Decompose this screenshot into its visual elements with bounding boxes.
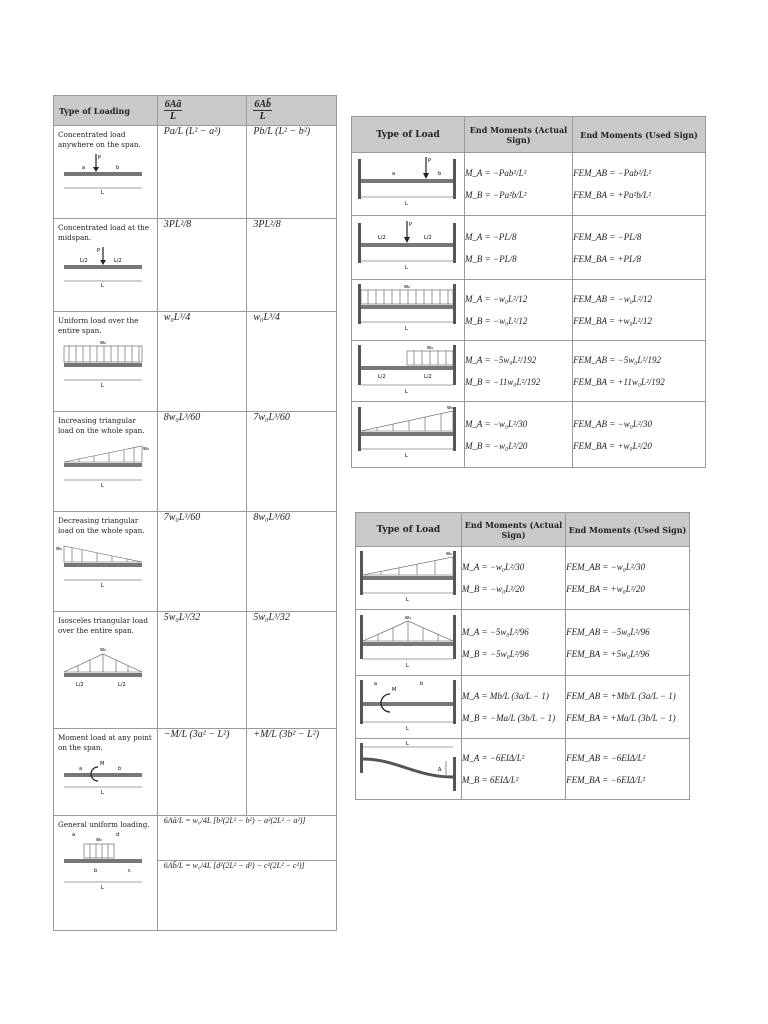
- svg-text:M: M: [100, 761, 105, 767]
- fem-ba-equation: FEM_BA = +Pa²b/L²: [573, 190, 651, 200]
- fem-ab-equation: FEM_AB = −5w₀L²/96: [566, 626, 650, 637]
- svg-text:w₀: w₀: [96, 837, 103, 843]
- header-used-sign: End Moments (Used Sign): [566, 513, 690, 547]
- fixed-beam-isosceles-triangle-diagram: [356, 611, 460, 671]
- svg-text:L/2: L/2: [424, 234, 432, 241]
- fixed-beam-triangular-load-diagram: [352, 403, 462, 463]
- header-type-of-load: Type of Load: [356, 513, 462, 547]
- svg-text:w₀: w₀: [447, 404, 454, 411]
- loading-table: [53, 95, 337, 931]
- table-row: [54, 312, 337, 412]
- row-value-col2: 3PL²/8: [163, 219, 192, 230]
- fem-ab-equation: FEM_AB = −w₀L²/12: [573, 294, 653, 304]
- svg-text:a: a: [72, 832, 76, 838]
- table-row: [352, 153, 706, 216]
- svg-text:w₀: w₀: [404, 284, 411, 290]
- row-value-col2: 7w₀L³/60: [163, 512, 201, 523]
- svg-text:b: b: [420, 681, 424, 687]
- svg-text:L/2: L/2: [118, 682, 126, 688]
- table-row: [356, 610, 690, 676]
- svg-text:w₀: w₀: [405, 614, 412, 621]
- mb-equation: M_B = −PL/8: [464, 253, 517, 264]
- mb-equation: M_B = −w₀L²/12: [464, 316, 528, 326]
- header-col2: $\frac{6Aā}{L}$: [157, 96, 247, 126]
- svg-text:L: L: [405, 452, 408, 459]
- svg-text:L/2: L/2: [80, 258, 88, 264]
- fem-ab-equation: FEM_AB = −Pab²/L²: [573, 168, 652, 178]
- fem-ba-equation: FEM_BA = +Ma/L (3b/L − 1): [566, 713, 676, 723]
- row-value-col2: w₀L³/4: [163, 312, 191, 323]
- fixed-beam-decreasing-triangle-diagram: [356, 547, 460, 605]
- svg-text:a: a: [82, 165, 86, 171]
- mb-equation: M_B = −Pa²b/L²: [464, 190, 527, 200]
- fem-table-2: [355, 512, 690, 800]
- fixed-beam-midspan-load-diagram: [352, 217, 462, 275]
- row-description: Decreasing triangular load on the whole span.: [58, 516, 145, 535]
- fem-ab-equation: FEM_AB = −5w₀L²/192: [573, 355, 662, 365]
- svg-text:P: P: [98, 155, 102, 161]
- fem-ab-equation: FEM_AB = −6EIΔ/L²: [566, 753, 646, 763]
- ma-equation: M_A = −w₀L²/30: [464, 418, 528, 429]
- svg-text:w₀: w₀: [100, 340, 107, 346]
- fem-ba-equation: FEM_BA = +11w₀L²/192: [573, 377, 665, 387]
- table-row: [352, 402, 706, 468]
- svg-text:b: b: [94, 868, 98, 874]
- mb-equation: M_B = −w₀L²/20: [461, 584, 525, 594]
- mb-equation: M_B = −w₀L²/20: [464, 440, 528, 451]
- svg-text:L: L: [406, 726, 409, 732]
- increasing-triangular-load-diagram: [54, 436, 152, 492]
- mb-equation: M_B = −Ma/L (3b/L − 1): [461, 713, 556, 723]
- row-value-col2: Pa/L (L² − a²): [163, 126, 221, 137]
- svg-text:a: a: [392, 171, 396, 177]
- row-description: Uniform load over the entire span.: [58, 316, 139, 335]
- row-value-col2: 6Aā/L = w₀/4L [b²(2L² − b²) − a²(2L² − a²)]: [163, 816, 306, 825]
- general-uniform-loading-diagram: [54, 830, 152, 904]
- svg-text:L/2: L/2: [424, 374, 432, 380]
- mb-equation: M_B = −11w₀L²/192: [464, 377, 541, 387]
- svg-text:L: L: [101, 383, 104, 389]
- uniform-load-beam-diagram: [54, 336, 152, 392]
- fem-table-1: [351, 116, 706, 468]
- svg-text:L: L: [101, 190, 104, 196]
- row-description: General uniform loading.: [58, 820, 150, 829]
- header-actual-sign: End Moments (Actual Sign): [461, 513, 565, 547]
- row-value-col2: −M/L (3a² − L²): [163, 729, 230, 740]
- ma-equation: M_A = Mb/L (3a/L − 1): [461, 691, 549, 701]
- row-value-col2: 5w₀L³/32: [163, 612, 201, 623]
- svg-text:L: L: [101, 283, 104, 289]
- fem-ab-equation: FEM_AB = −w₀L²/30: [573, 418, 653, 429]
- table-row: [356, 676, 690, 739]
- svg-text:b: b: [116, 165, 120, 171]
- header-used-sign: End Moments (Used Sign): [573, 117, 706, 153]
- svg-text:c: c: [128, 868, 131, 874]
- svg-text:L/2: L/2: [378, 234, 386, 241]
- table-row: [54, 729, 337, 816]
- ma-equation: M_A = −5w₀L²/96: [461, 626, 529, 637]
- point-load-beam-diagram: [54, 150, 152, 198]
- table-row: [352, 280, 706, 341]
- table-row: [54, 612, 337, 729]
- fem-ab-equation: FEM_AB = −PL/8: [573, 231, 642, 242]
- svg-text:L: L: [405, 326, 408, 332]
- svg-text:w₀: w₀: [143, 446, 150, 452]
- svg-text:L: L: [101, 583, 104, 589]
- svg-text:L/2: L/2: [114, 258, 122, 264]
- table-row: [54, 219, 337, 312]
- row-value-col3: 3PL²/8: [253, 219, 281, 230]
- decreasing-triangular-load-diagram: [54, 536, 152, 592]
- svg-text:b: b: [438, 171, 442, 177]
- svg-text:P: P: [428, 158, 432, 164]
- svg-text:w₀: w₀: [56, 546, 63, 552]
- svg-text:P: P: [97, 248, 101, 254]
- row-value-col3: 7w₀L³/60: [253, 412, 290, 423]
- ma-equation: M_A = −6EIΔ/L²: [461, 753, 525, 763]
- table-row: [352, 341, 706, 402]
- svg-text:a: a: [79, 766, 83, 772]
- svg-text:Δ: Δ: [438, 767, 442, 773]
- svg-text:b: b: [118, 766, 122, 772]
- table-row: [54, 412, 337, 512]
- ma-equation: M_A = −5w₀L²/192: [464, 355, 537, 365]
- svg-text:L: L: [101, 483, 104, 489]
- svg-text:L: L: [406, 741, 409, 747]
- header-col3: $\frac{6Ab̄}{L}$: [247, 96, 337, 126]
- svg-text:d: d: [116, 832, 120, 838]
- svg-text:L/2: L/2: [378, 374, 386, 380]
- svg-text:L: L: [406, 662, 409, 669]
- fem-ba-equation: FEM_BA = +PL/8: [573, 253, 642, 264]
- svg-text:L: L: [101, 885, 104, 891]
- mb-equation: M_B = −5w₀L²/96: [461, 648, 529, 659]
- row-value-col2: 8w₀L³/60: [163, 412, 201, 423]
- isosceles-triangular-load-diagram: [54, 636, 152, 696]
- fem-ab-equation: FEM_AB = +Mb/L (3a/L − 1): [566, 691, 676, 701]
- row-description: Increasing triangular load on the whole span.: [58, 416, 145, 435]
- table-row: [54, 816, 337, 861]
- svg-text:M: M: [392, 687, 397, 693]
- fixed-beam-settlement-diagram: [356, 739, 460, 795]
- table-row: [356, 739, 690, 800]
- fixed-beam-uniform-load-diagram: [352, 280, 462, 336]
- header-type-of-loading: Type of Loading: [54, 96, 158, 126]
- table-row: [352, 216, 706, 280]
- fem-ba-equation: FEM_BA = +w₀L²/12: [573, 316, 652, 326]
- svg-text:a: a: [374, 681, 378, 687]
- ma-equation: M_A = −PL/8: [464, 231, 517, 242]
- fem-ab-equation: FEM_AB = −w₀L²/30: [566, 562, 646, 572]
- svg-text:w₀: w₀: [427, 345, 434, 351]
- svg-text:L: L: [101, 790, 104, 796]
- fixed-beam-point-load-diagram: [352, 153, 462, 211]
- table-row: [54, 126, 337, 219]
- row-value-col3: 6Ab̄/L = w₀/4L [d²(2L² − d²) − c²(2L² − c²)]: [163, 861, 305, 870]
- table-row: [356, 547, 690, 610]
- moment-load-beam-diagram: [54, 753, 152, 797]
- header-actual-sign: End Moments (Actual Sign): [464, 117, 572, 153]
- row-value-col3: 5w₀L³/32: [253, 612, 290, 623]
- svg-text:L: L: [406, 597, 409, 603]
- row-description: Concentrated load at the midspan.: [58, 223, 150, 242]
- mb-equation: M_B = 6EIΔ/L²: [461, 775, 519, 785]
- svg-text:w₀: w₀: [446, 551, 453, 557]
- header-type-of-load: Type of Load: [352, 117, 465, 153]
- midspan-load-beam-diagram: [54, 243, 152, 291]
- row-value-col3: 8w₀L³/60: [253, 512, 290, 523]
- row-value-col3: w₀L³/4: [253, 312, 280, 323]
- fixed-beam-half-uniform-load-diagram: [352, 341, 462, 397]
- row-description: Isosceles triangular load over the entire span.: [58, 616, 148, 635]
- row-description: Moment load at any point on the span.: [58, 733, 152, 752]
- svg-text:L: L: [405, 389, 408, 395]
- ma-equation: M_A = −w₀L²/30: [461, 562, 525, 572]
- fixed-beam-moment-load-diagram: [356, 676, 460, 734]
- ma-equation: M_A = −w₀L²/12: [464, 294, 528, 304]
- fem-ba-equation: FEM_BA = +5w₀L²/96: [566, 648, 650, 659]
- svg-text:P: P: [409, 221, 413, 228]
- table-row: [54, 512, 337, 612]
- svg-text:L/2: L/2: [76, 682, 84, 688]
- ma-equation: M_A = −Pab²/L²: [464, 168, 527, 178]
- svg-text:w₀: w₀: [100, 647, 107, 653]
- svg-text:L: L: [405, 201, 408, 207]
- svg-text:L: L: [405, 264, 408, 271]
- row-description: Concentrated load anywhere on the span.: [58, 130, 141, 149]
- fem-ba-equation: FEM_BA = −6EIΔ/L²: [566, 775, 646, 785]
- fem-ba-equation: FEM_BA = +w₀L²/20: [566, 584, 645, 594]
- row-value-col3: Pb/L (L² − b²): [253, 126, 311, 137]
- row-value-col3: +M/L (3b² − L²): [253, 729, 320, 740]
- fem-ba-equation: FEM_BA = +w₀L²/20: [573, 440, 652, 451]
